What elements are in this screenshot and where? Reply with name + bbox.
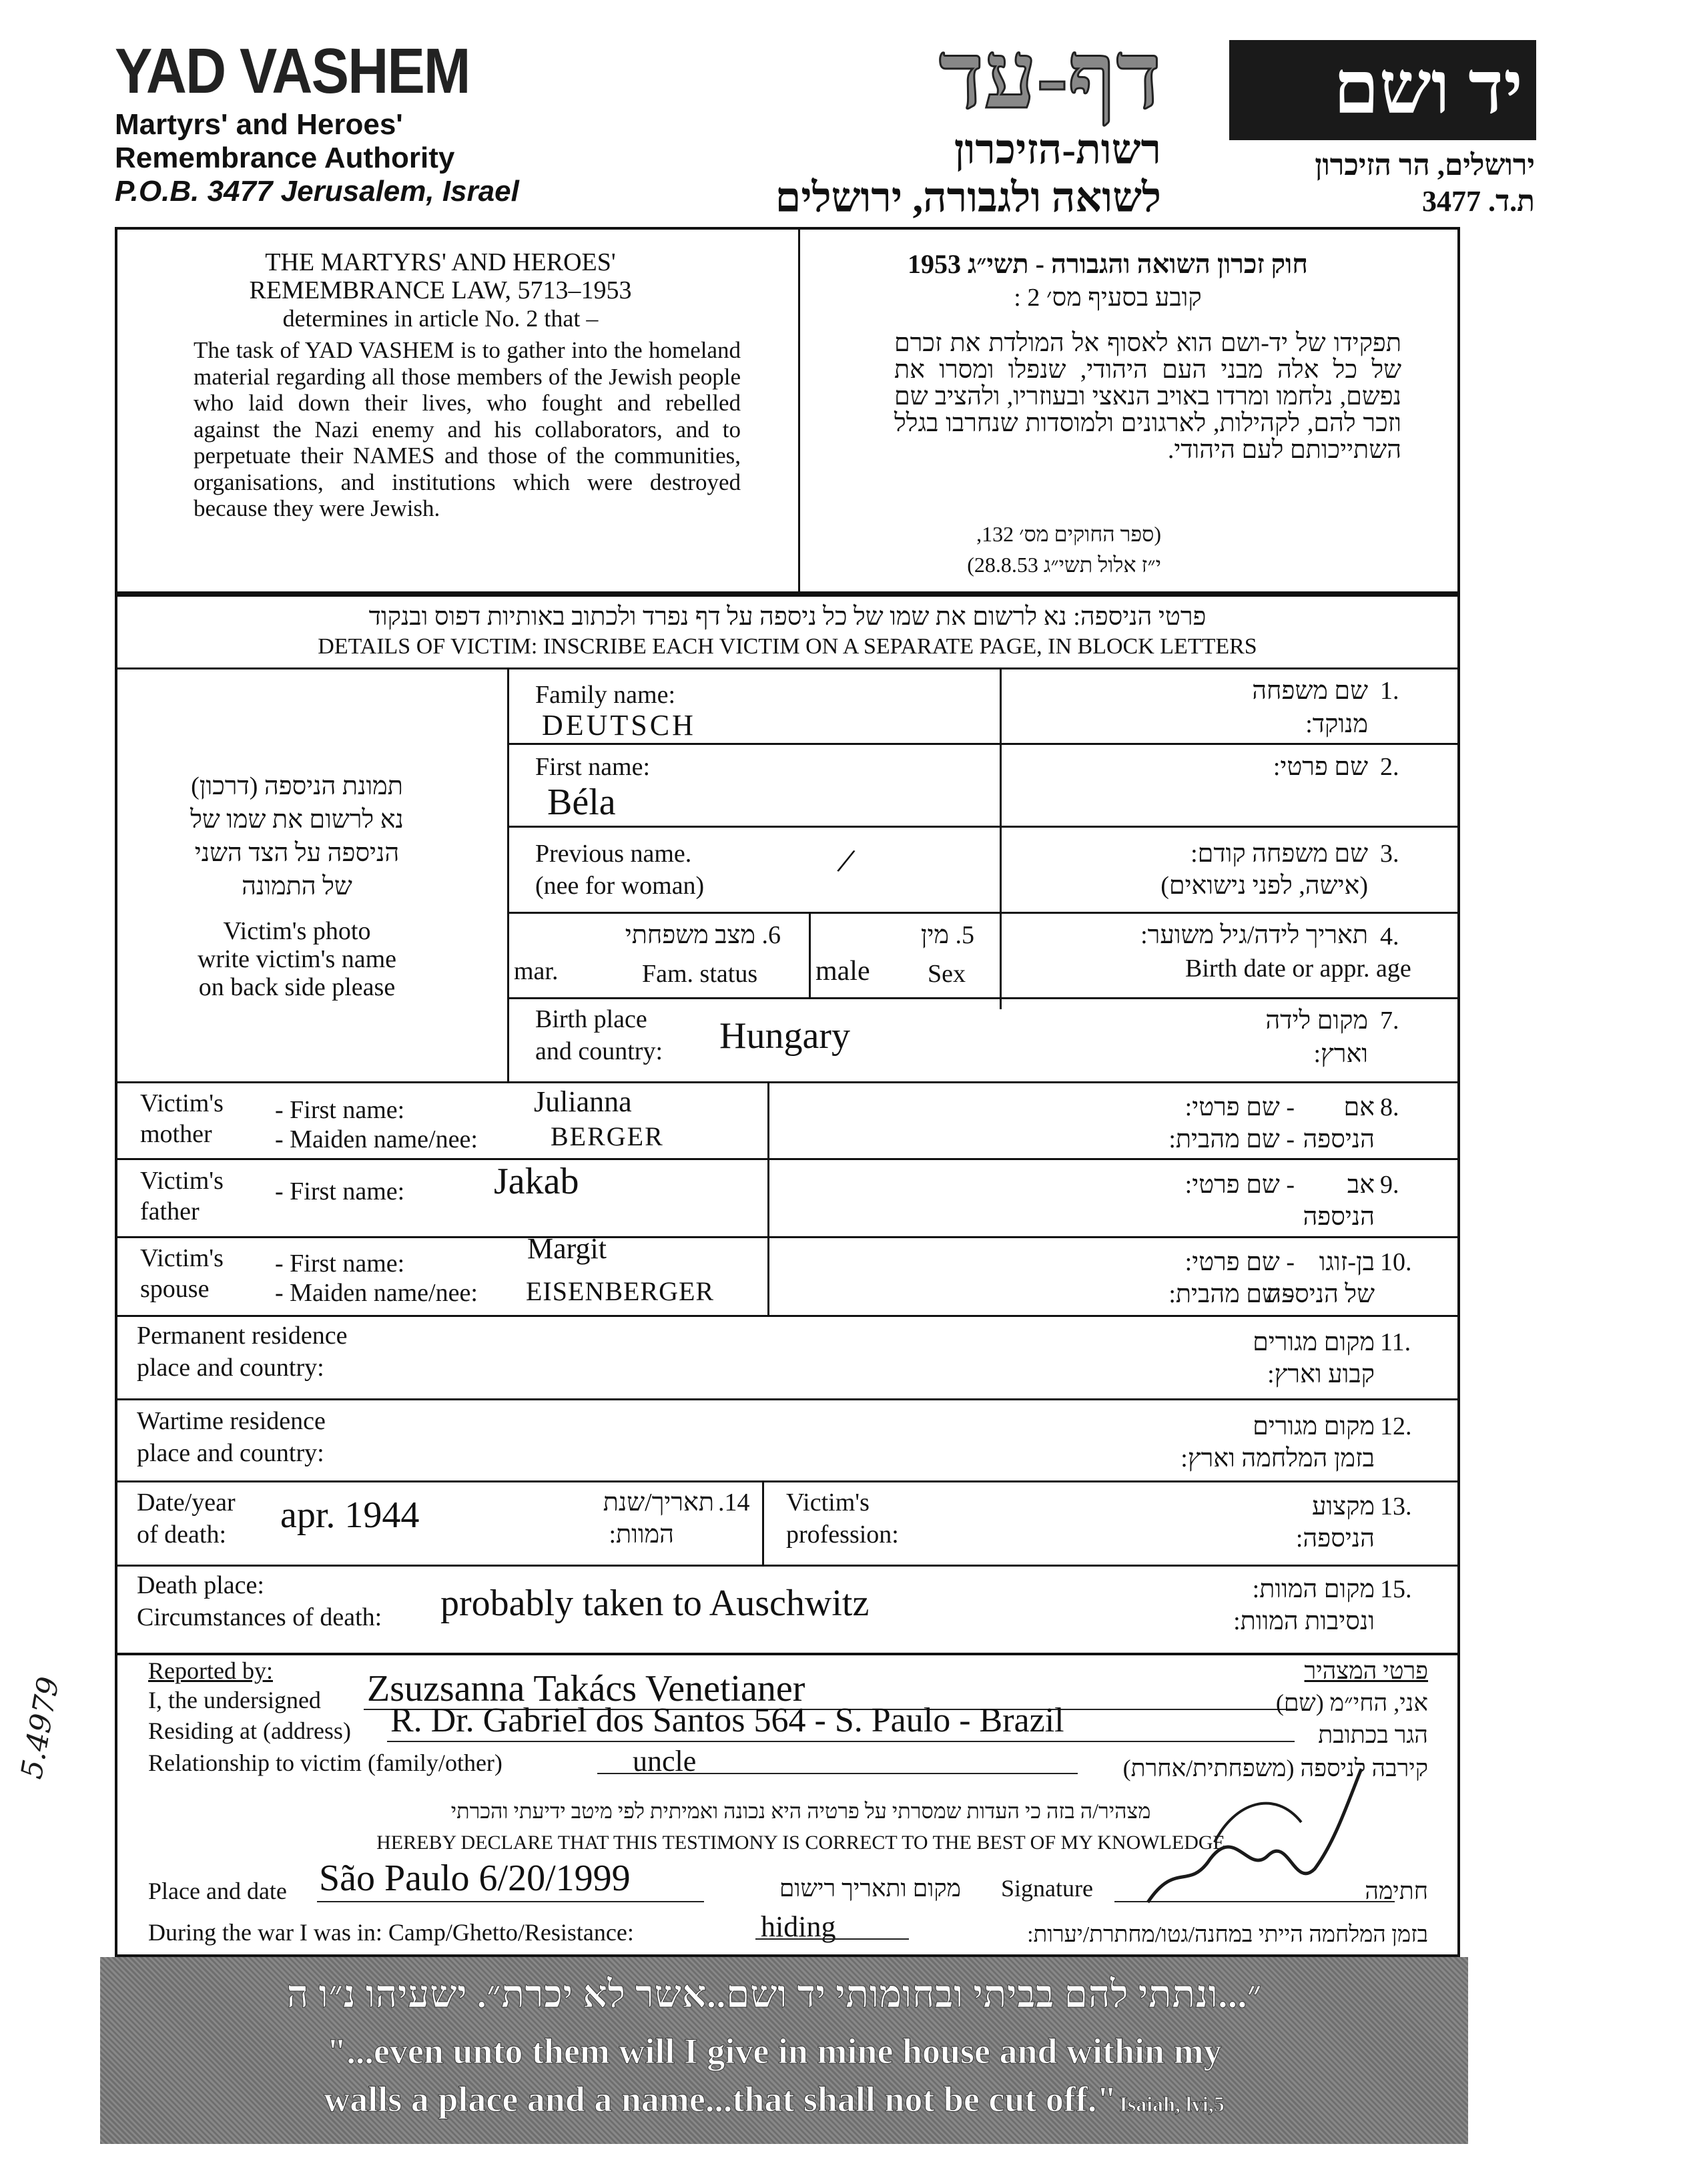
first-name-he: שם פרטי: <box>1273 753 1368 781</box>
org-address: P.O.B. 3477 Jerusalem, Israel <box>115 175 519 208</box>
declaration-en: HEREBY DECLARE THAT THIS TESTIMONY IS CORRECT TO THE BEST OF MY KNOWLEDGE <box>376 1832 1225 1854</box>
law-en-body: The task of YAD VASHEM is to gather into the homeland material regarding all those members of the Jewish people who laid down their lives, who fought and rebelled against the Nazi enemy and his collaborators, and to perpetuate their NAMES and those of the communities, organisations, and institutions which were destroyed because they were Jewish. <box>194 337 741 521</box>
photo-he1: תמונת הניספה (דרכון) <box>191 772 403 800</box>
war-residence-label2: place and country: <box>137 1439 324 1467</box>
war-status-value[interactable]: hiding <box>761 1910 836 1943</box>
birthplace-label1: Birth place <box>535 1005 647 1033</box>
spouse-maiden-label: - Maiden name/nee: <box>275 1279 478 1307</box>
rule <box>767 1081 769 1315</box>
field-number-11: 11. <box>1380 1328 1411 1356</box>
rule <box>115 1081 1460 1083</box>
photo-en2: write victim's name <box>197 945 397 973</box>
spouse-first-value[interactable]: Margit <box>527 1232 607 1265</box>
mother-maiden-label: - Maiden name/nee: <box>275 1125 478 1153</box>
previous-name-he2: (אישה, לפני נישואים) <box>1160 872 1368 900</box>
residing-he: הגר בכתובת <box>1318 1721 1428 1748</box>
photo-he4: של התמונה <box>242 872 352 900</box>
org-line2: Remembrance Authority <box>115 142 455 174</box>
banner-he: ״...ונתתי להם בביתי ובחומותי יד ושם..אשר לא יכרת״. ישעיהו נ״ו ה <box>286 1972 1262 2016</box>
org-title: YAD VASHEM <box>115 35 470 107</box>
signature-label: Signature <box>1001 1875 1093 1902</box>
rule <box>115 1315 1460 1317</box>
first-name-label: First name: <box>535 753 651 781</box>
rule <box>1000 667 1002 1009</box>
death-date-value[interactable]: apr. 1944 <box>280 1494 420 1536</box>
birthplace-value[interactable]: Hungary <box>719 1015 850 1057</box>
rule <box>317 1901 704 1902</box>
mother-he2: הניספה <box>1303 1125 1375 1153</box>
relationship-value[interactable]: uncle <box>633 1745 697 1778</box>
rule <box>597 1773 1078 1774</box>
war-status-label: During the war I was in: Camp/Ghetto/Resistance: <box>148 1919 634 1946</box>
logo-text: יד ושם <box>1333 47 1523 129</box>
spouse-he-first: - שם פרטי: <box>1185 1248 1295 1276</box>
rule <box>507 667 509 1081</box>
perm-residence-he1: מקום מגורים <box>1253 1328 1375 1356</box>
field-number-8: 8. <box>1380 1093 1399 1121</box>
law-en-title3: determines in article No. 2 that – <box>282 305 599 332</box>
spouse-first-label: - First name: <box>275 1250 405 1278</box>
spouse-label2: spouse <box>140 1275 210 1303</box>
rule <box>115 1236 1460 1238</box>
spouse-he-maiden: - שם מהבית: <box>1168 1280 1295 1308</box>
law-he-title1: חוק זכרון השואה והגבורה - תשי״ג 1953 <box>908 249 1308 279</box>
sex-he: 5. מין <box>920 921 974 949</box>
family-status-label: Fam. status <box>642 960 758 988</box>
rule <box>115 1480 1460 1482</box>
declaration-he: מצהיר/ה בזה כי העדות שמסרתי על פרטיה היא נכונה ואמיתית לפי מיטב ידיעתי והכרתי <box>450 1799 1151 1823</box>
father-label2: father <box>140 1197 200 1225</box>
rule <box>115 1565 1460 1567</box>
margin-note: 5.4979 <box>15 1674 66 1782</box>
death-date-he2: המוות: <box>609 1521 674 1549</box>
mother-label1: Victim's <box>140 1089 224 1117</box>
father-he1: אב <box>1347 1171 1375 1199</box>
place-date-value[interactable]: São Paulo 6/20/1999 <box>319 1858 631 1899</box>
law-he-ref1: (ספר החוקים מס׳ 132, <box>976 522 1161 546</box>
heb-address-line2: ת.ד. 3477 <box>1422 185 1535 218</box>
signature-he: חתימה <box>1365 1878 1428 1904</box>
photo-he3: הניספה על הצד השני <box>194 839 400 867</box>
rule <box>507 997 1460 999</box>
birth-date-label: Birth date or appr. age <box>1185 954 1411 983</box>
mother-first-value[interactable]: Julianna <box>534 1085 632 1118</box>
family-status-value[interactable]: mar. <box>514 957 559 985</box>
father-label1: Victim's <box>140 1167 224 1195</box>
profession-he2: הניספה: <box>1295 1525 1375 1553</box>
field-number-3: 3. <box>1380 840 1399 868</box>
isaiah-banner <box>100 1957 1468 2144</box>
previous-name-label1: Previous name. <box>535 840 692 868</box>
photo-en3: on back side please <box>198 973 396 1001</box>
family-name-he: שם משפחה <box>1252 677 1368 705</box>
reported-by-title: Reported by: <box>148 1657 273 1684</box>
first-name-value[interactable]: Béla <box>547 782 616 823</box>
rule <box>507 826 1460 828</box>
birthplace-he2: וארץ: <box>1313 1040 1368 1068</box>
death-place-he2: ונסיבות המוות: <box>1233 1607 1375 1635</box>
father-first-value[interactable]: Jakab <box>494 1161 579 1202</box>
law-he-body: תפקידו של יד-ושם הוא לאסוף אל המולדת את זכרם של כל אלה מבני העם היהודי, שנפלו ומסרו את נפשם, נלחמו ומרדו באויב הנאצי ובעוזריו, ולהציב שם וזכר להם, לקהילות, לארגונים ולמוסדות שנחרבו בגלל השתייכותם לעם היהודי. <box>894 329 1401 464</box>
details-header-en: DETAILS OF VICTIM: INSCRIBE EACH VICTIM ON A SEPARATE PAGE, IN BLOCK LETTERS <box>318 634 1257 659</box>
perm-residence-label1: Permanent residence <box>137 1322 348 1350</box>
death-place-he1: מקום המוות: <box>1252 1575 1375 1603</box>
death-date-label2: of death: <box>137 1521 227 1549</box>
sex-value[interactable]: male <box>815 956 870 987</box>
field-number-9: 9. <box>1380 1171 1399 1199</box>
field-number-4: 4. <box>1380 922 1399 950</box>
law-en-title1: THE MARTYRS' AND HEROES' <box>265 248 616 276</box>
previous-name-label2: (nee for woman) <box>535 872 705 900</box>
field-number-1: 1. <box>1380 677 1399 705</box>
family-name-he2: מנוקד: <box>1305 710 1368 738</box>
banner-en2-text: walls a place and a name...that shall not be cut off." <box>324 2079 1117 2119</box>
heb-authority-line1: רשות-הזיכרון <box>954 127 1161 173</box>
place-date-label: Place and date <box>148 1878 287 1904</box>
father-he-first: - שם פרטי: <box>1185 1171 1295 1199</box>
family-status-he: 6. מצב משפחתי <box>625 921 781 949</box>
father-first-label: - First name: <box>275 1177 405 1205</box>
mother-label2: mother <box>140 1120 212 1148</box>
father-he2: הניספה <box>1303 1203 1375 1231</box>
law-divider <box>798 227 800 594</box>
perm-residence-he2: קבוע וארץ: <box>1267 1360 1375 1388</box>
heb-address-line1: ירושלים, הר הזיכרון <box>1315 149 1535 182</box>
war-status-he: בזמן המלחמה הייתי במחנה/גטו/מחתרת/יערות: <box>1027 1922 1428 1947</box>
law-he-title2: קובע בסעיף מס׳ 2 : <box>1014 284 1202 312</box>
banner-en2 <box>140 2079 1408 2120</box>
law-he-ref2: י״ז אלול תשי״ג 28.8.53) <box>967 553 1161 577</box>
previous-name-value[interactable]: / <box>833 840 858 882</box>
undersigned-label: I, the undersigned <box>148 1687 321 1713</box>
death-place-value[interactable]: probably taken to Auschwitz <box>440 1583 870 1624</box>
field-number-12: 12. <box>1380 1412 1412 1440</box>
rule <box>115 1158 1460 1160</box>
photo-en1: Victim's photo <box>223 917 371 945</box>
banner-ref: Isaiah, lvi,5 <box>1119 2092 1225 2116</box>
reported-by-title-he: פרטי המצהיר <box>1304 1657 1428 1684</box>
spouse-he1: בן-זוגו <box>1319 1248 1375 1276</box>
sex-label: Sex <box>928 960 966 988</box>
death-date-he1: תאריך/שנת <box>603 1488 714 1517</box>
field-number-15: 15. <box>1380 1575 1412 1603</box>
birth-date-he: תאריך לידה/גיל משוער: <box>1140 921 1368 949</box>
relationship-he: קירבה לניספה (משפחתית/אחרת) <box>1122 1755 1428 1782</box>
rule <box>115 667 1460 669</box>
death-place-label2: Circumstances of death: <box>137 1603 382 1631</box>
mother-he1: אם <box>1343 1093 1375 1121</box>
rule <box>387 1741 1295 1742</box>
mother-he-first: - שם פרטי: <box>1185 1093 1295 1121</box>
law-en-title2: REMEMBRANCE LAW, 5713–1953 <box>249 276 632 304</box>
spouse-maiden-value[interactable]: EISENBERGER <box>526 1276 715 1306</box>
place-date-he: מקום ותאריך רישום <box>779 1875 961 1902</box>
undersigned-he: אני, החי״מ (שם) <box>1275 1689 1428 1716</box>
mother-maiden-value[interactable]: BERGER <box>551 1121 664 1151</box>
rule <box>507 912 1460 914</box>
rule <box>762 1480 764 1565</box>
rule <box>755 1938 909 1940</box>
death-place-label1: Death place: <box>137 1571 264 1599</box>
family-name-label: Family name: <box>535 681 676 709</box>
field-number-2: 2. <box>1380 753 1399 781</box>
field-number-7: 7. <box>1380 1007 1399 1035</box>
relationship-label: Relationship to victim (family/other) <box>148 1749 502 1776</box>
heb-authority-line2: לשואה ולגבורה, ירושלים <box>775 176 1161 221</box>
spouse-label1: Victim's <box>140 1244 224 1272</box>
residing-value[interactable]: R. Dr. Gabriel dos Santos 564 - S. Paulo - Brazil <box>390 1701 1064 1739</box>
family-name-value[interactable]: DEUTSCH <box>542 709 696 742</box>
profession-label1: Victim's <box>786 1488 870 1517</box>
org-line1: Martyrs' and Heroes' <box>115 108 403 141</box>
rule <box>809 912 811 997</box>
spouse-he2: של הניספה <box>1267 1280 1375 1308</box>
field-number-13: 13. <box>1380 1492 1412 1521</box>
war-residence-he1: מקום מגורים <box>1253 1412 1375 1440</box>
death-date-label1: Date/year <box>137 1488 236 1517</box>
war-residence-label1: Wartime residence <box>137 1407 326 1435</box>
previous-name-he1: שם משפחה קודם: <box>1191 840 1368 868</box>
perm-residence-label2: place and country: <box>137 1354 324 1382</box>
photo-he2: נא לרשום את שמו של <box>190 806 404 834</box>
yad-vashem-logo <box>1229 40 1536 140</box>
war-residence-he2: בזמן המלחמה וארץ: <box>1181 1444 1375 1472</box>
birthplace-label2: and country: <box>535 1037 663 1065</box>
residing-label: Residing at (address) <box>148 1717 351 1744</box>
birthplace-he1: מקום לידה <box>1265 1007 1368 1035</box>
rule <box>115 1398 1460 1400</box>
undersigned-value[interactable]: Zsuzsanna Takács Venetianer <box>367 1668 805 1709</box>
rule <box>507 743 1460 745</box>
field-number-10: 10. <box>1380 1248 1412 1276</box>
heb-page-title: דף-עד <box>938 25 1161 128</box>
field-number-14: .14 <box>718 1488 750 1517</box>
profession-he1: מקצוע <box>1312 1492 1375 1521</box>
mother-he-maiden: - שם מהבית: <box>1168 1125 1295 1153</box>
profession-label2: profession: <box>786 1521 899 1549</box>
mother-first-label: - First name: <box>275 1096 405 1124</box>
banner-en1: "...even unto them will I give in mine house and within my <box>326 2031 1222 2071</box>
details-header-he: פרטי הניספה: נא לרשום את שמו של כל ניספה על דף נפרד ולכתוב באותיות דפוס ובנקוד <box>368 603 1207 631</box>
